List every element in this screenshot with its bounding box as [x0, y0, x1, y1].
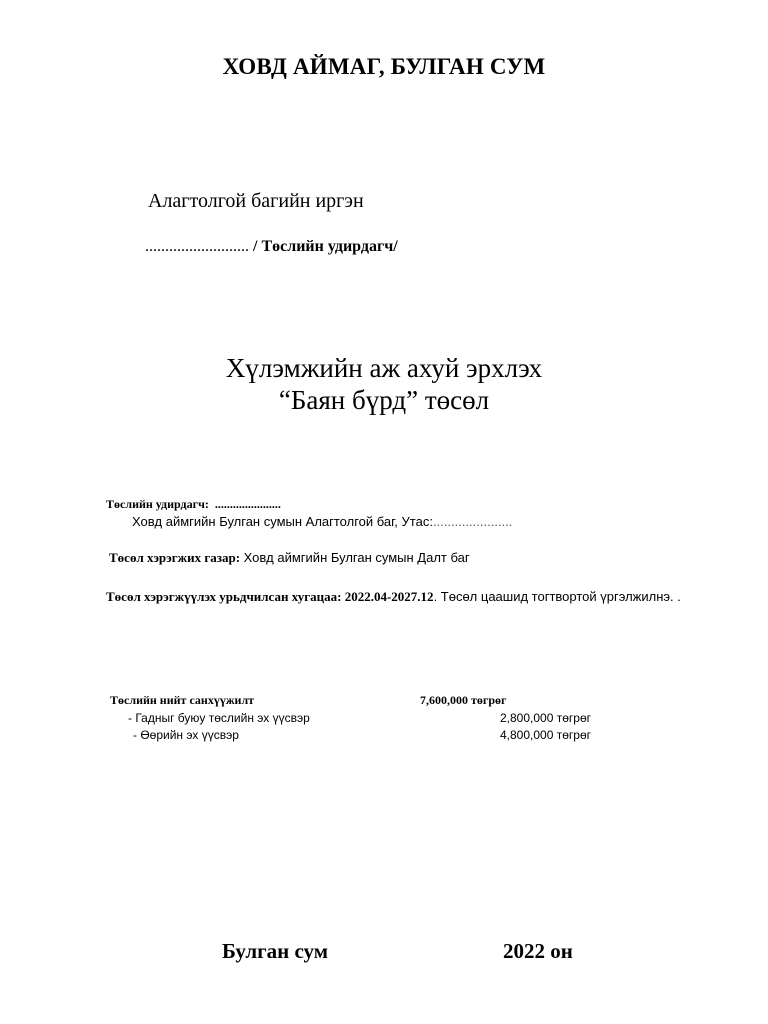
manager-address-label: Ховд аймгийн Булган сумын Алагтолгой баг, Утас: — [132, 514, 433, 529]
manager-label: Төслийн удирдагч: — [106, 497, 209, 511]
project-location — [109, 550, 470, 566]
citizen-line: Алагтолгой багийн иргэн — [148, 190, 364, 212]
financing-external-value: 2,800,000 төгрөг — [500, 711, 591, 725]
location-value: Ховд аймгийн Булган сумын Далт баг — [240, 550, 470, 565]
financing-own-value: 4,800,000 төгрөг — [500, 728, 591, 742]
financing-total-value: 7,600,000 төгрөг — [420, 693, 507, 707]
manager-dots: ...................... — [214, 497, 281, 511]
footer-year: 2022 он — [503, 939, 573, 963]
financing-external-label: - Гадныг буюу төслийн эх үүсвэр — [128, 711, 310, 725]
signature-dots: .......................... — [145, 238, 253, 255]
financing-total-label: Төслийн нийт санхүүжилт — [110, 693, 255, 707]
signature-role: / Төслийн удирдагч/ — [253, 238, 398, 255]
manager-phone-dots: ...................... — [432, 514, 513, 529]
project-type: Хүлэмжийн аж ахуй эрхлэх — [225, 353, 543, 383]
manager-address — [132, 514, 512, 529]
project-duration — [106, 587, 720, 606]
signature-line — [145, 238, 398, 256]
financing-own-label: - Өөрийн эх үүсвэр — [133, 728, 239, 742]
document-header: ХОВД АЙМАГ, БУЛГАН СУМ — [222, 54, 546, 79]
duration-note: . Төсөл цаашид тогтвортой үргэлжилнэ. . — [433, 589, 681, 604]
duration-period: 2022.04-2027.12 — [341, 589, 434, 604]
project-name: “Баян бүрд” төсөл — [278, 385, 490, 415]
duration-label: Төсөл хэрэгжүүлэх урьдчилсан хугацаа: — [106, 589, 342, 604]
location-label: Төсөл хэрэгжих газар: — [109, 550, 241, 565]
manager-line — [106, 497, 281, 512]
footer-place: Булган сум — [222, 939, 329, 963]
project-title — [0, 352, 768, 416]
